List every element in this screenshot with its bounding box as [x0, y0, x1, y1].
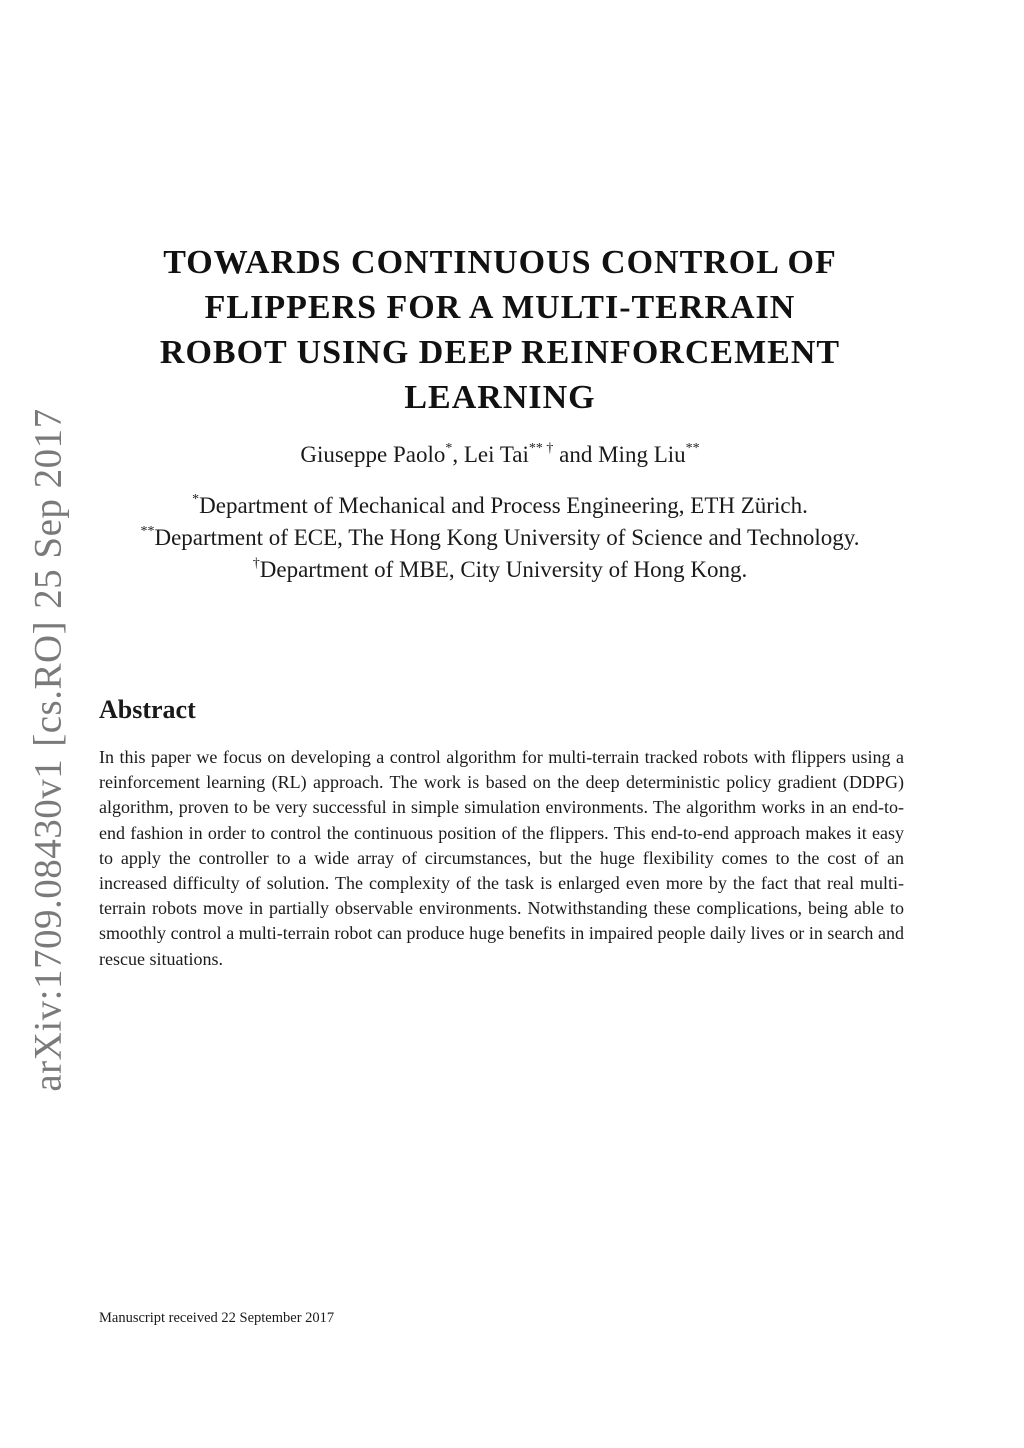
affiliation-list — [140, 490, 860, 586]
arxiv-category: [cs.RO] — [26, 620, 70, 747]
abstract-text: In this paper we focus on developing a control algorithm for multi-terrain tracked robots with flippers using a reinforcement learning (RL) approach. The work is based on the deep deterministic policy gradient (DDPG) algorithm, proven to be very successful in simple simulation environments. The algorithm works in an end-to-end fashion in order to control the continuous position of the flippers. This end-to-end approach makes it easy to apply the controller to a wide array of circumstances, but the huge flexibility comes to the cost of an increased difficulty of solution. The complexity of the task is enlarged even more by the fact that real multi-terrain robots move in partially observable environments. Notwithstanding these complications, being able to smoothly control a multi-terrain robot can produce huge benefits in impaired people daily lives or in search and rescue situations. — [99, 747, 904, 969]
author-affiliation-mark: * — [445, 441, 453, 456]
title-line: FLIPPERS FOR A MULTI-TERRAIN — [204, 289, 796, 326]
arxiv-date: 25 Sep 2017 — [26, 408, 70, 609]
affiliation-mark: † — [252, 556, 260, 571]
affiliation-text: Department of MBE, City University of Hong Kong. — [259, 557, 748, 582]
author-affiliation-mark: ** — [685, 441, 700, 456]
affiliation-mark: * — [192, 492, 200, 507]
abstract-heading: Abstract — [99, 695, 196, 724]
title-line: ROBOT USING DEEP REINFORCEMENT — [159, 334, 841, 371]
affiliation — [140, 490, 860, 522]
author-separator: and — [553, 442, 599, 467]
affiliation-text: Department of Mechanical and Process Engineering, ETH Zürich. — [199, 493, 808, 518]
affiliation-mark: ** — [140, 524, 155, 539]
author-name: Lei Tai — [463, 442, 529, 467]
affiliation — [140, 522, 860, 554]
affiliation-text: Department of ECE, The Hong Kong University of Science and Technology. — [154, 525, 860, 550]
arxiv-identifier-stamp — [26, 402, 71, 1097]
arxiv-id: arXiv:1709.08430v1 — [26, 758, 70, 1092]
author-name: Giuseppe Paolo — [300, 442, 446, 467]
manuscript-received-footnote: Manuscript received 22 September 2017 — [99, 1310, 335, 1326]
title-line: TOWARDS CONTINUOUS CONTROL OF — [163, 244, 837, 281]
title-line: LEARNING — [404, 379, 596, 416]
affiliation — [140, 554, 860, 586]
author-name: Ming Liu — [598, 442, 686, 467]
author-list — [100, 440, 900, 470]
author-affiliation-mark: ** † — [528, 441, 554, 456]
paper-title — [100, 240, 900, 420]
author-separator: , — [452, 442, 464, 467]
